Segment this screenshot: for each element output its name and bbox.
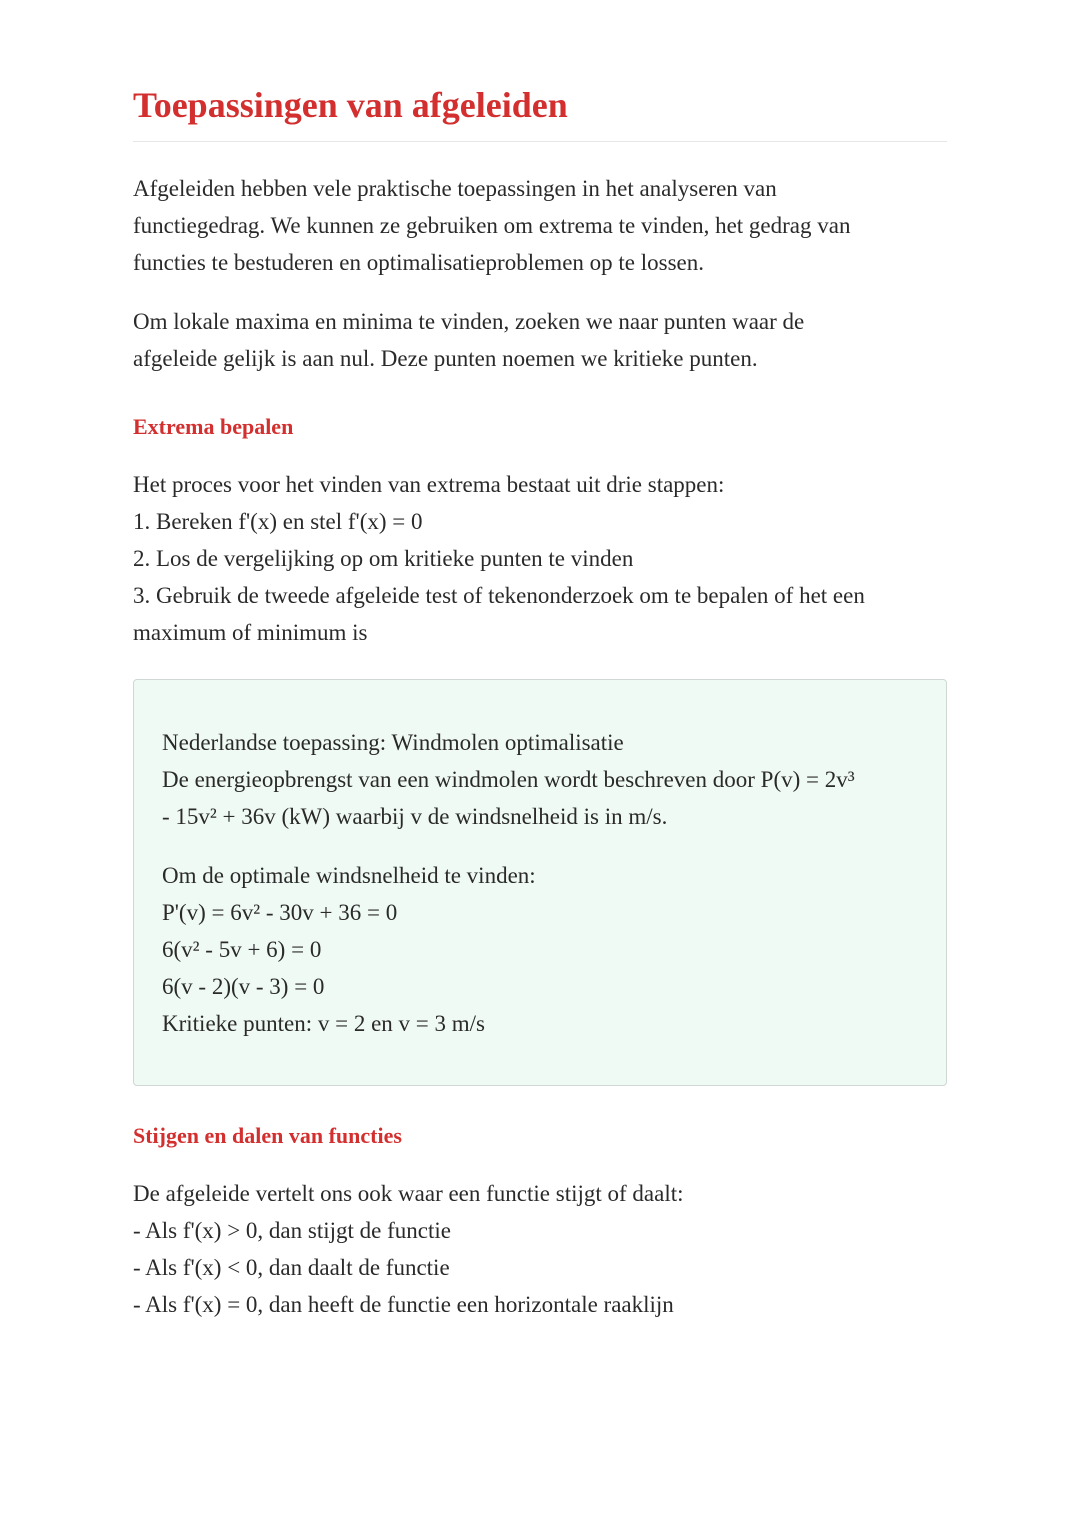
example-step: 6(v² - 5v + 6) = 0 [162, 937, 322, 962]
extrema-heading: Extrema bepalen [133, 414, 294, 439]
monotonic-line: - Als f'(x) < 0, dan daalt de functie [133, 1255, 450, 1280]
extrema-steps-paragraph [133, 466, 947, 651]
monotonic-line: - Als f'(x) > 0, dan stijgt de functie [133, 1218, 451, 1243]
critical-points-paragraph [133, 303, 947, 377]
extrema-line: 2. Los de vergelijking op om kritieke punten te vinden [133, 546, 634, 571]
extrema-line: 3. Gebruik de tweede afgeleide test of tekenonderzoek om te bepalen of het een [133, 583, 865, 608]
intro-line: Afgeleiden hebben vele praktische toepassingen in het analyseren van [133, 176, 777, 201]
example-step: Kritieke punten: v = 2 en v = 3 m/s [162, 1011, 485, 1036]
example-title: Nederlandse toepassing: Windmolen optimalisatie [162, 730, 624, 755]
example-box [133, 679, 947, 1086]
example-line: - 15v² + 36v (kW) waarbij v de windsnelheid is in m/s. [162, 804, 668, 829]
monotonic-heading: Stijgen en dalen van functies [133, 1123, 402, 1148]
extrema-line: Het proces voor het vinden van extrema bestaat uit drie stappen: [133, 472, 725, 497]
example-step: Om de optimale windsnelheid te vinden: [162, 863, 536, 888]
monotonic-paragraph [133, 1175, 947, 1323]
example-step: 6(v - 2)(v - 3) = 0 [162, 974, 325, 999]
monotonic-line: De afgeleide vertelt ons ook waar een functie stijgt of daalt: [133, 1181, 684, 1206]
intro-line: functiegedrag. We kunnen ze gebruiken om extrema te vinden, het gedrag van [133, 213, 851, 238]
example-intro-paragraph [162, 724, 922, 835]
critical-line: afgeleide gelijk is aan nul. Deze punten noemen we kritieke punten. [133, 346, 758, 371]
title-divider [133, 141, 947, 142]
critical-line: Om lokale maxima en minima te vinden, zoeken we naar punten waar de [133, 309, 805, 334]
extrema-line: 1. Bereken f'(x) en stel f'(x) = 0 [133, 509, 423, 534]
monotonic-line: - Als f'(x) = 0, dan heeft de functie een horizontale raaklijn [133, 1292, 674, 1317]
page-title: Toepassingen van afgeleiden [133, 85, 568, 125]
extrema-line: maximum of minimum is [133, 620, 368, 645]
intro-paragraph [133, 170, 947, 281]
example-step: P'(v) = 6v² - 30v + 36 = 0 [162, 900, 398, 925]
example-steps-paragraph [162, 857, 922, 1042]
intro-line: functies te bestuderen en optimalisatieproblemen op te lossen. [133, 250, 705, 275]
example-line: De energieopbrengst van een windmolen wordt beschreven door P(v) = 2v³ [162, 767, 855, 792]
